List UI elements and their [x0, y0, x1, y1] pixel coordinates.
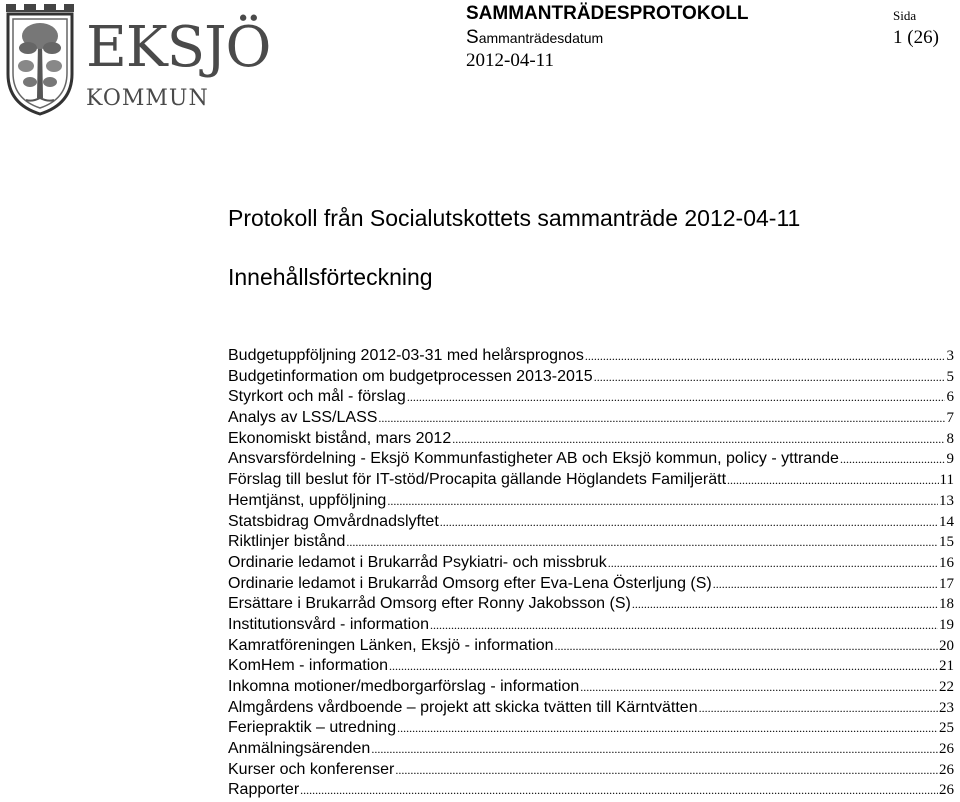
toc-entry-page: 5 — [946, 368, 954, 385]
meeting-date-label-initial: S — [466, 27, 479, 48]
toc-leader — [608, 556, 938, 571]
toc-leader — [555, 639, 938, 654]
toc-entry-title: Styrkort och mål - förslag — [228, 388, 406, 406]
toc-entry-title: KomHem - information — [228, 657, 389, 675]
toc-leader — [387, 494, 938, 509]
toc-entry-page: 25 — [939, 720, 954, 737]
toc-entry-page: 26 — [939, 741, 954, 758]
toc-entry-page: 15 — [939, 534, 954, 551]
toc-entry-title: Kurser och konferenser — [228, 760, 395, 778]
toc-entry-title: Riktlinjer bistånd — [228, 533, 346, 551]
toc-entry-page: 23 — [939, 699, 954, 716]
toc-leader — [840, 452, 945, 467]
toc-leader — [585, 349, 945, 364]
toc-entry-title: Rapporter — [228, 781, 300, 799]
toc-entry-title: Ordinarie ledamot i Brukarråd Psykiatri- och missbruk — [228, 553, 607, 571]
toc-leader — [397, 721, 938, 736]
page-number: 1 (26) — [893, 27, 939, 48]
toc-leader — [594, 370, 945, 385]
toc-entry-title: Institutionsvård - information — [228, 615, 429, 633]
logo-wordmark: EKSJÖ — [86, 15, 271, 80]
toc-leader — [430, 618, 938, 633]
toc-entry[interactable] — [228, 657, 954, 678]
toc-leader — [389, 659, 938, 674]
toc-entry[interactable] — [228, 347, 954, 368]
toc-entry-title: Feriepraktik – utredning — [228, 719, 397, 737]
toc-entry-page: 9 — [946, 451, 954, 468]
page-label: Sida — [893, 8, 917, 23]
toc-entry-title: Ansvarsfördelning - Eksjö Kommunfastigheter AB och Eksjö kommun, policy - yttrande — [228, 450, 839, 468]
toc-entry-title: Ersättare i Brukarråd Omsorg efter Ronny Jakobsson (S) — [228, 595, 631, 613]
toc-entry-title: Förslag till beslut för IT-stöd/Procapita gällande Höglandets Familjerätt — [228, 471, 727, 489]
toc-entry-page: 16 — [939, 554, 954, 571]
protocol-title: SAMMANTRÄDESPROTOKOLL — [466, 3, 749, 24]
toc-entry[interactable] — [228, 513, 954, 534]
toc-entry[interactable] — [228, 699, 954, 720]
toc-entry-title: Hemtjänst, uppföljning — [228, 491, 387, 509]
toc-heading: Innehållsförteckning — [228, 264, 433, 290]
toc-entry-title: Inkomna motioner/medborgarförslag - information — [228, 678, 580, 695]
toc-entry[interactable] — [228, 409, 954, 430]
toc-entry[interactable] — [228, 678, 954, 699]
toc-entry[interactable] — [228, 492, 954, 513]
toc-leader — [727, 473, 939, 488]
toc-entry-page: 13 — [939, 492, 954, 509]
toc-leader — [371, 742, 938, 757]
toc-entry-page: 14 — [939, 513, 954, 530]
toc-entry[interactable] — [228, 533, 954, 554]
toc-entry[interactable] — [228, 595, 954, 616]
toc-entry[interactable] — [228, 430, 954, 451]
toc-entry[interactable] — [228, 388, 954, 409]
toc-entry[interactable] — [228, 761, 954, 782]
toc-entry[interactable] — [228, 368, 954, 389]
meeting-date-label — [466, 27, 603, 49]
toc-entry-title: Ordinarie ledamot i Brukarråd Omsorg efter Eva-Lena Österljung (S) — [228, 574, 712, 592]
toc-leader — [407, 390, 945, 405]
toc-entry[interactable] — [228, 616, 954, 637]
toc-leader — [632, 597, 938, 612]
toc-entry-page: 8 — [946, 430, 954, 447]
toc-entry-page: 17 — [939, 575, 954, 592]
toc-entry-title: Statsbidrag Omvårdnadslyftet — [228, 512, 439, 530]
toc-entry-page: 20 — [939, 637, 954, 654]
toc-leader — [452, 432, 945, 447]
toc-leader — [300, 783, 938, 798]
toc-entry-title: Almgårdens vårdboende – projekt att skicka tvätten till Kärntvätten — [228, 698, 698, 716]
toc-entry[interactable] — [228, 740, 954, 761]
toc-entry[interactable] — [228, 575, 954, 596]
meeting-date: 2012-04-11 — [466, 50, 554, 71]
toc-entry-title: Budgetuppföljning 2012-03-31 med helårsprognos — [228, 347, 584, 364]
toc-entry-title: Budgetinformation om budgetprocessen 2013-2015 — [228, 367, 593, 385]
toc-entry-page: 18 — [939, 596, 954, 613]
toc-leader — [440, 515, 938, 530]
toc-entry-page: 22 — [939, 679, 954, 695]
toc-leader — [713, 577, 938, 592]
toc-entry-title: Kamratföreningen Länken, Eksjö - information — [228, 636, 554, 654]
toc-entry[interactable] — [228, 637, 954, 658]
document-title: Protokoll från Socialutskottets sammanträde 2012-04-11 — [228, 205, 801, 231]
toc-entry-page: 26 — [939, 782, 954, 799]
toc-entry[interactable] — [228, 781, 954, 802]
toc-entry-title: Anmälningsärenden — [228, 740, 371, 758]
toc-entry-page: 7 — [946, 410, 954, 427]
toc-entry[interactable] — [228, 554, 954, 575]
toc-entry-page: 11 — [939, 472, 954, 489]
toc-entry-title: Ekonomiskt bistånd, mars 2012 — [228, 429, 452, 447]
toc-leader — [395, 763, 938, 778]
toc-leader — [346, 535, 938, 550]
logo-subtext: KOMMUN — [86, 86, 209, 111]
meeting-date-label-rest: ammanträdesdatum — [478, 30, 604, 46]
toc-leader — [378, 411, 945, 426]
table-of-contents — [228, 347, 954, 802]
toc-leader — [699, 701, 938, 716]
toc-entry-page: 19 — [939, 616, 954, 633]
eksjo-kommun-logo — [2, 2, 271, 116]
toc-entry[interactable] — [228, 471, 954, 492]
toc-entry-page: 21 — [939, 658, 954, 675]
toc-entry-page: 3 — [946, 348, 954, 364]
toc-leader — [580, 680, 938, 695]
toc-entry[interactable] — [228, 450, 954, 471]
toc-entry-page: 26 — [939, 761, 954, 778]
toc-entry-title: Analys av LSS/LASS — [228, 409, 378, 427]
toc-entry-page: 6 — [946, 389, 954, 406]
toc-entry[interactable] — [228, 719, 954, 740]
